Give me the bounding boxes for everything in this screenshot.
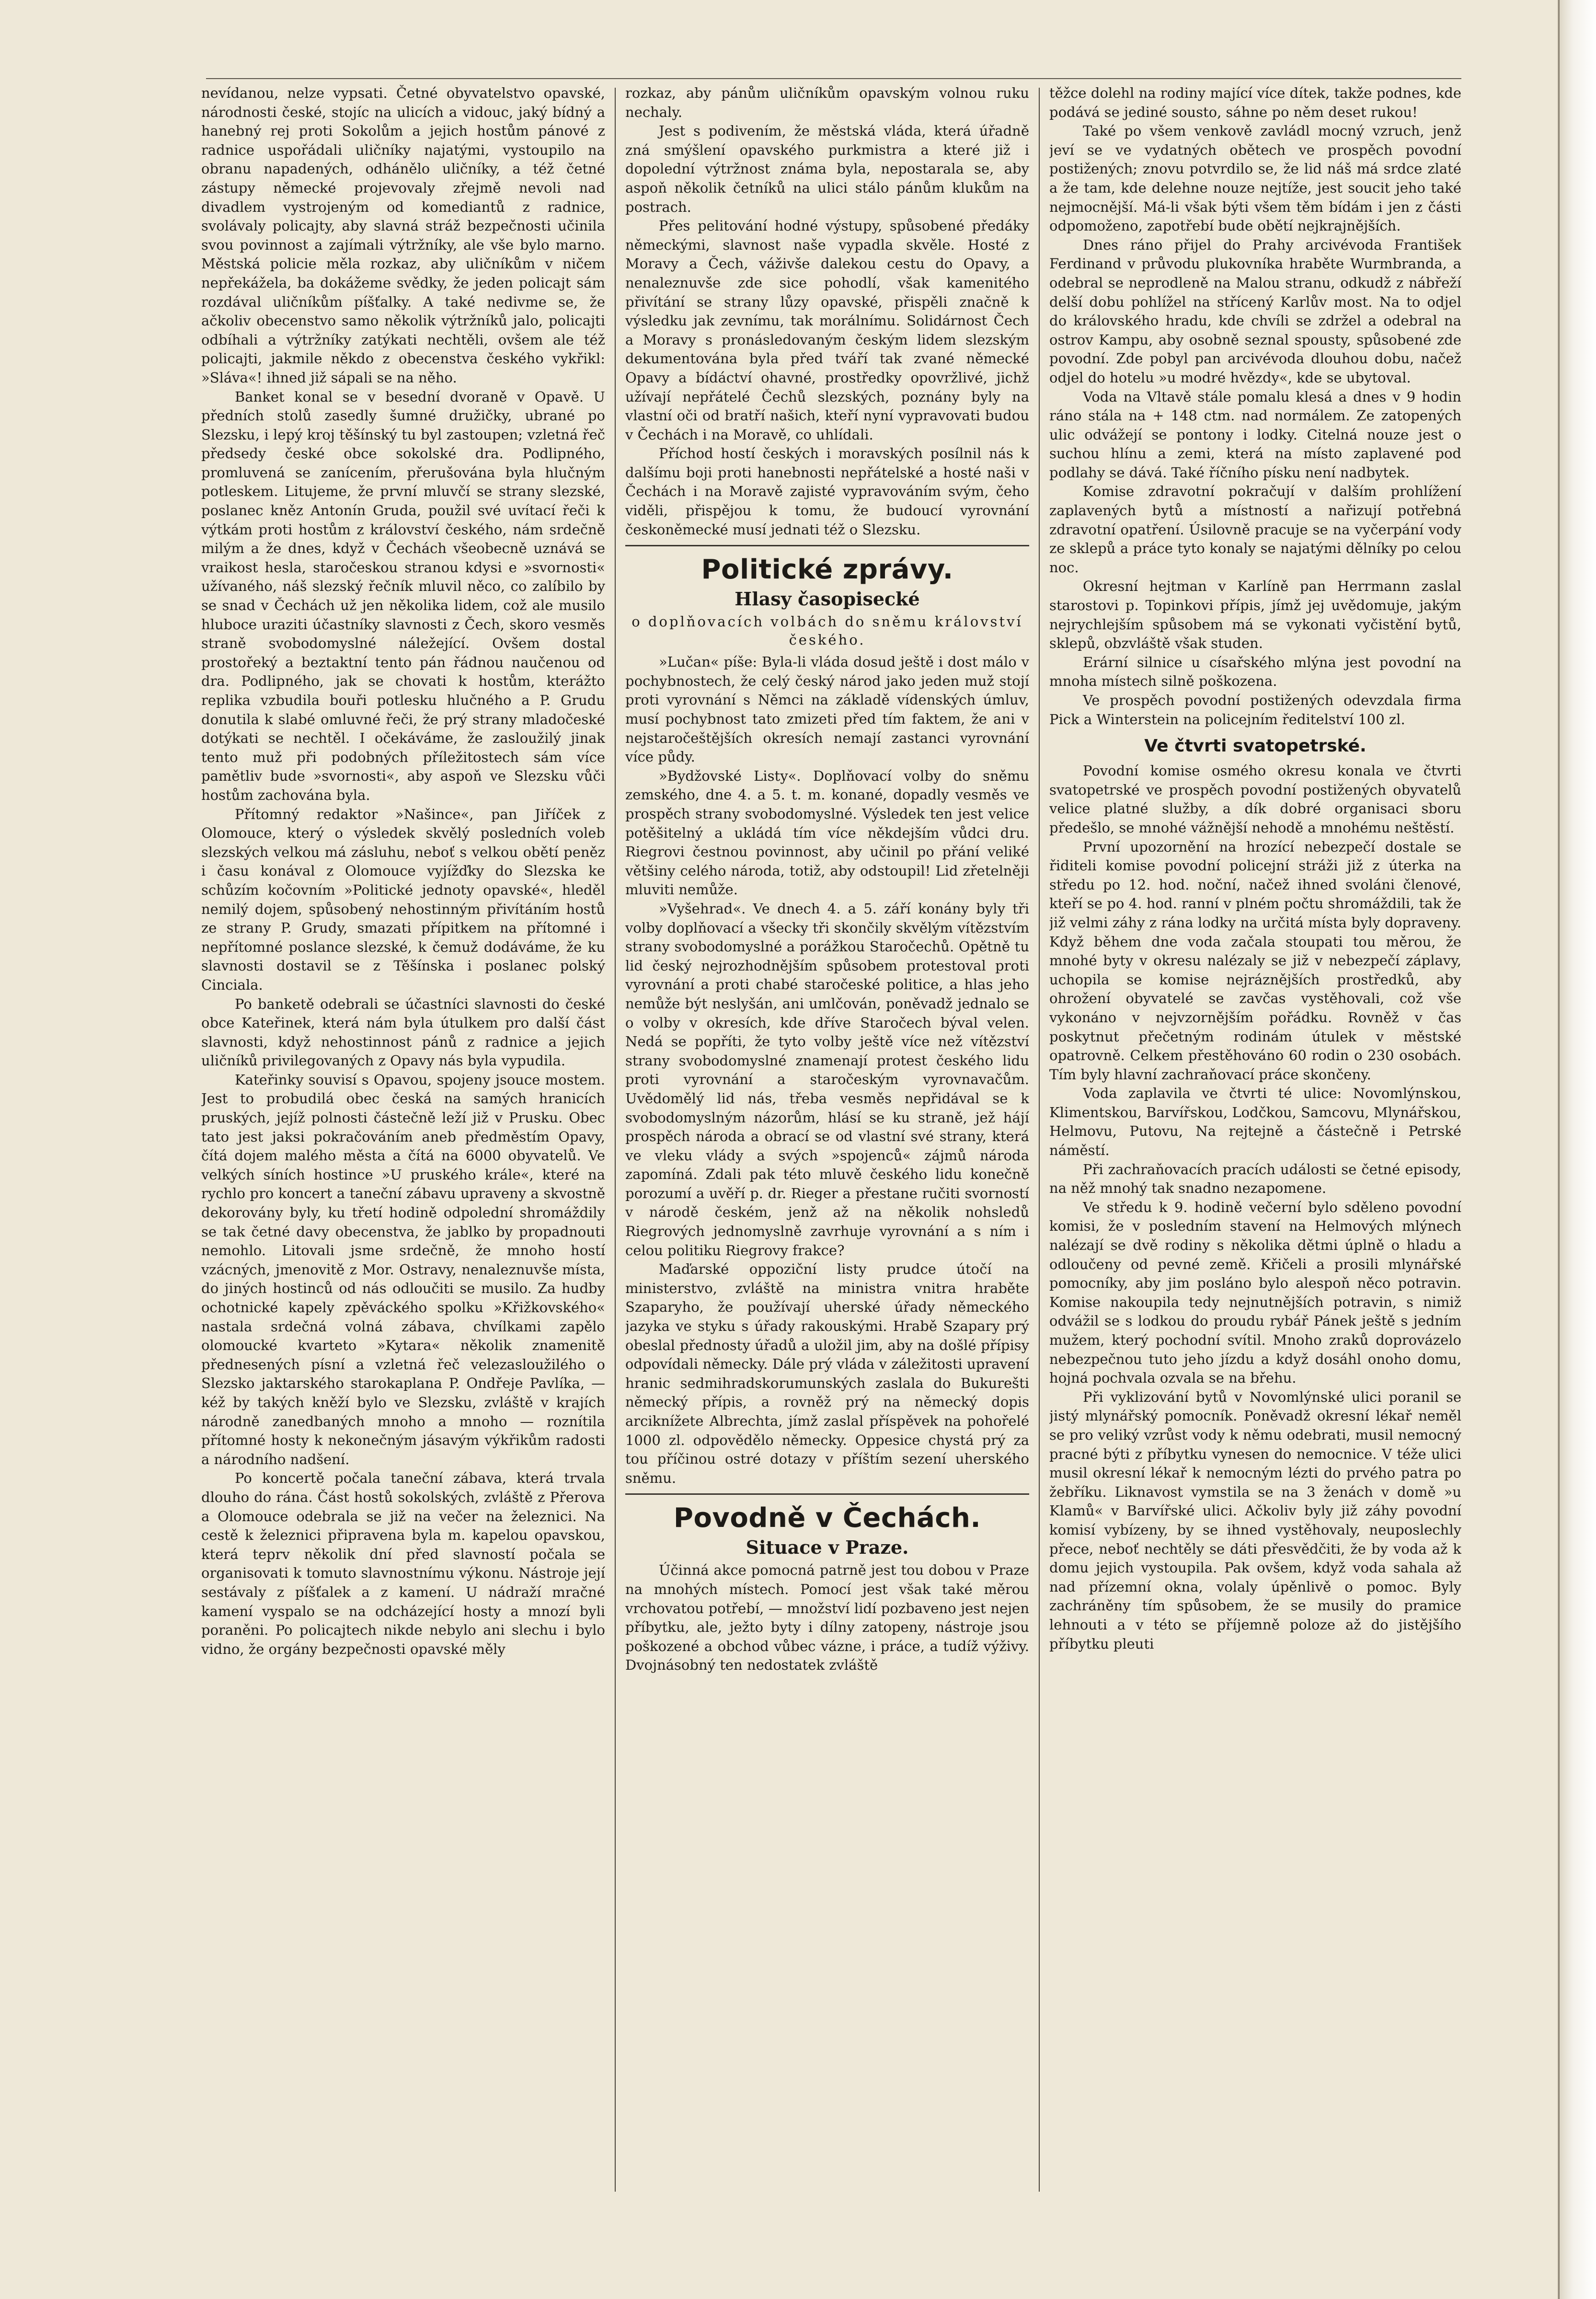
paragraph: nevídanou, nelze vypsati. Četné obyvatelstvo opavské, národnosti české, stojíc na ulicích a vidouc, jaký bídný a hanebný rej proti Sokolům a jejich hostům pánové z radnice uspořádali uličníky najatými, vystoupilo na obranu napadených, odhánělo uličníky, a též četné zástupy německé projevovaly zřejmě nevoli nad divadlem vystrojeným od komediantů z radnice, svolávaly policajty, aby slavná stráž bezpečnosti učinila svou povinnost a zajímali výtržníky, ale vše bylo marno. Městská policie měla rozkaz, aby uličníkům v ničem nepřekážela, ba dokážeme svědky, že jeden policajt sám rozdával uličníkům píšťalky. A také nedivme se, že ačkoliv obecenstvo samo několik výtržníků jalo, policajti odbíhali a výtržníky zatýkati nechtěli, ovšem ale též policajti, jakmile někdo z obecenstva českého vykřikl: »Sláva«! ihned již sápali se na něho. <box>201 85 605 386</box>
paragraph: Kateřinky souvisí s Opavou, spojeny jsouce mostem. Jest to probudilá obec česká na samých hranicích pruských, jejíž polnosti částečně leží již v Prusku. Obec tato jest jaksi pokračováním aneb předměstím Opavy, čítá dojem malého města a čítá na 6000 obyvatelů. Ve velkých síních hostince »U pruského krále«, které na rychlo pro koncert a taneční zábavu upraveny a skvostně dekorovány byly, ku třetí hodině odpolední shromáždily se tak četné davy obecenstva, že jablko by propadnouti nemohlo. Litovali jsme srdečně, že mnoho hostí vzácných, jmenovitě z Mor. Ostravy, nenaleznuvše místa, do jiných hostinců od nás odloučiti se musilo. Za hudby ochotnické kapely zpěváckého spolku »Křižkovského« nastala srdečná volná zábava, chvílkami zapělo olomoucké kvarteto »Kytara« několik znamenitě přednesených písní a vzletná řeč velezasloužilého o Slezsko jaktarského starokaplana P. Ondřeje Pavlíka, — kéž by takých kněží bylo ve Slezsku, zvláště v krajích národně zanedbaných mnoho a mnoho — roznítila přítomné hosty k nekonečným jásavým výkřikům radosti a národního nadšení. <box>201 1071 605 1467</box>
page-edge-line <box>1558 0 1560 2299</box>
section-title-politics: Politické zprávy. <box>701 554 953 586</box>
paragraph: Ve prospěch povodní postižených odevzdala firma Pick a Winterstein na policejním ředitelství 100 zl. <box>1049 692 1461 728</box>
paragraph: Erární silnice u císařského mlýna jest povodní na mnoha místech silně poškozena. <box>1049 654 1461 690</box>
section-subtitle-detail: o doplňovacích volbách do sněmu království českého. <box>632 613 1023 648</box>
paragraph: Také po všem venkově zavládl mocný vzruch, jenž jeví se ve vydatných obětech ve prospěch povodní postižených; znovu potvrdilo se, že lid náš má srdce zlaté a že tam, kde delehne nouze nejtíže, jest soucit jeho také nejmocnější. Má-li však býti všem těm bídám i jen z části odpomoženo, zapotřebí bude obětí nejkrajnějších. <box>1049 123 1461 234</box>
paragraph: Povodní komise osmého okresu konala ve čtvrti svatopetrské ve prospěch povodní postižených obyvatelů velice platné služby, a dík dobré organisaci sboru předešlo, se mnohé vážnější nehodě a mnohému neštěstí. <box>1049 762 1461 836</box>
paragraph: Při zachraňovacích pracích události se četné episody, na něž mnohý tak snadno nezapomene. <box>1049 1161 1461 1197</box>
column-divider <box>615 88 616 2192</box>
column-1 <box>201 84 605 2202</box>
top-rule <box>206 78 1461 79</box>
paragraph: Voda zaplavila ve čtvrti té ulice: Novomlýnskou, Klimentskou, Barvířskou, Lodčkou, Samcovu, Mlynářskou, Helmovu, Putovu, Na rejtejně a částečně i Petrské náměstí. <box>1049 1085 1461 1159</box>
paragraph: Maďarské oppoziční listy prudce útočí na ministerstvo, zvláště na ministra vnitra hraběte Szaparyho, že používají uherské úřady německého jazyka ve styku s úřady rakouskými. Hrabě Szapary prý obeslal přednosty úřadů a uložil jim, aby na došlé přípisy odpovídali německy. Dále prý vláda v záležitosti upravení hranic sedmihradskorumunských zaslala do Bukurešti německý přípis, a rovněž prý na německý dopis arciknížete Albrechta, jímž zaslal příspěvek na pohořelé 1000 zl. odpovědělo německy. Oppesice chystá prý za tou příčinou ostré dotazy v příštím sezení uherského sněmu. <box>625 1261 1029 1486</box>
paragraph: »Bydžovské Listy«. Doplňovací volby do sněmu zemského, dne 4. a 5. t. m. konané, dopadly vesměs ve prospěch strany svobodomyslné. Výsledek ten jest velice potěšitelný a ukládá tím více někdejším vůdci dru. Riegrovi čestnou povinnost, aby učinil po přání veliké většiny celého národa, totiž, aby odstoupil! Lid zřetelněji mluviti nemůže. <box>625 767 1029 898</box>
section-title-floods: Povodně v Čechách. <box>673 1502 981 1534</box>
paragraph: Účinná akce pomocná patrně jest tou dobou v Praze na mnohých místech. Pomocí jest však také měrou vrchovatou potřebí, — množství lidí pozbaveno jest nejen příbytku, ale, ježto byty i dílny zatopeny, nástroje jsou poškozené a obchod vůbec vázne, i práce, a tudíž výživy. Dvojnásobný ten nedostatek zvláště <box>625 1562 1029 1674</box>
paragraph: Po banketě odebrali se účastníci slavnosti do české obce Kateřinek, která nám byla útulkem pro další část slavnosti, když nehostinnost pánů z radnice a jejich uličníků privilegovaných z Opavy nás byla vypudila. <box>201 995 605 1069</box>
paragraph: »Vyšehrad«. Ve dnech 4. a 5. září konány byly tři volby doplňovací a všecky tři skončily skvělým vítězstvím strany svobodomyslné a porážkou Staročechů. Opětně tu lid český nejrozhodnějším spůsobem protestoval proti vyrovnání a proti chabé staročeské politice, a hlas jeho nemůže být neslyšán, ani umlčován, poněvadž jednalo se o volby v okresích, kde dříve Staročech býval velen. Nedá se popříti, že tyto volby ještě více než vítězství strany svobodomyslné znamenají protest českého lidu proti vyrovnání a staročeským vyrovnavačům. Uvědomělý lid nás, třeba vesměs nepřidával se k svobodomyslným názorům, hlásí se ku straně, jež hájí prospěch národa a obrací se od vlastní své strany, která ve vleku vlády a svých »spojenců« zájmů národa zapomíná. Zdali pak této mluvě českého lidu konečně porozumí a uvěří p. dr. Rieger a přestane ručiti svorností v národě českém, jenž až na několik nohsledů Riegrových jednomyslně zavrhuje vyrovnání a s ním i celou politiku Riegrovy frakce? <box>625 900 1029 1259</box>
paragraph: První upozornění na hrozící nebezpečí dostale se řiditeli komise povodní policejní stráži již z úterka na středu po 12. hod. noční, načež ihned svoláni členové, kteří se po 4. hod. ranní v plném počtu shromáždili, tak že již velmi záhy z rána lodky na určitá místa byly dopraveny. Když během dne voda začala stoupati tou měrou, že mnohé byty v okresu nalézaly se již v nebezpečí záplavy, uchopila se komise nejráznějších prostředků, aby ohrožení obyvatelé se zavčas vystěhovali, což vše vykonáno v nejvzornějším pořádku. Rovněž v čas poskytnut přečetným rodinám útulek v městské opatrovně. Celkem přestěhováno 60 rodin o 230 osobách. Tím byly hlavní zachraňovací práce skončeny. <box>1049 838 1461 1083</box>
section-title-svatopetrska: Ve čtvrti svatopetrské. <box>1144 736 1366 756</box>
paragraph: Ve středu k 9. hodině večerní bylo sděleno povodní komisi, že v posledním stavení na Helmových mlýnech nalézají se dvě rodiny s několika dětmi úplně o hladu a odloučeny od pevné země. Křičeli a prosili mlynářské pomocníky, aby jim posláno bylo alespoň něco potravin. Komise nakoupila tedy nejnutnějších potravin, s nimiž odvážil se s lodkou do proudu rybář Pánek ještě s jedním mužem, který pochodní svítil. Mnoho zraků doprovázelo nebezpečnou tuto jeho jízdu a když dosáhl onoho domu, hojná pochvala ozvala se na břehu. <box>1049 1199 1461 1386</box>
column-3 <box>1049 84 1461 2202</box>
paragraph: Po koncertě počala taneční zábava, která trvala dlouho do rána. Část hostů sokolských, zvláště z Přerova a Olomouce odebrala se již na večer na železnici. Na cestě k železnici připravena byla m. kapelou opavskou, která teprv několik dní před slavností počala se organisovati k tomuto slavnostnímu výkonu. Nástroje její sestávaly z píšťalek a z kamení. U nádraží mračné kamení vyspalo se na odcházející hosty a mnozí byli poraněni. Po policajtech nikde nebylo ani slechu i bylo vidno, že orgány bezpečnosti opavské měly <box>201 1470 605 1657</box>
paragraph: Přes pelitování hodné výstupy, spůsobené předáky německými, slavnost naše vypadla skvěle. Hosté z Moravy a Čech, váživše dalekou cestu do Opavy, a nenaleznuvše zde sice pohodlí, však kamenitého přivítání se strany lůzy opavské, přispěli značně k výsledku jak zevnímu, tak morálnímu. Solidárnost Čech a Moravy s pronásledovaným českým lidem slezským dekumentována byla před tváří tak zvané německé Opavy a bídáctví ohavné, prostředky opovržlivé, jichž užívají nepřátelé Čechů slezských, poznány byly na vlastní oči od bratří našich, kteří nyní vypravovati budou v Čechách i na Moravě, co uhlídali. <box>625 218 1029 443</box>
section-subtitle: Situace v Praze. <box>746 1537 909 1559</box>
column-2 <box>625 84 1029 2202</box>
paragraph: Komise zdravotní pokračují v dalším prohlížení zaplavených bytů a místností a nařizují potřebná zdravotní opatření. Úsilovně pracuje se na vyčerpání vody ze sklepů a práce tyto konaly se najatými dělníky po celou noc. <box>1049 483 1461 576</box>
paragraph: Jest s podivením, že městská vláda, která úřadně zná smýšlení opavského purkmistra a které již i dopolední výtržnost známa byla, nepostarala se, aby aspoň několik četníků na ulici stálo pánům klukům na postrach. <box>625 123 1029 215</box>
paragraph: Příchod hostí českých i moravských posílnil nás k dalšímu boji proti hanebnosti nepřátelské a hosté naši v Čechách i na Moravě zajisté vypravováním svým, čeho viděli, přispějou k tomu, že budoucí vyrovnání českoněmecké musí jednati též o Slezsku. <box>625 445 1029 538</box>
page-edge <box>1557 0 1596 2299</box>
section-rule <box>625 545 1029 546</box>
paragraph: Dnes ráno přijel do Prahy arcivévoda František Ferdinand v průvodu plukovníka hraběte Wurmbranda, a odebral se neprodleně na Malou stranu, odkudž z nábřeží delší dobu pohlížel na střícený Karlův most. Na to odjel do královského hradu, kde chvíli se zdržel a odebral na ostrov Kampu, aby osobně seznal spousty, spůsobené zde povodní. Zde pobyl pan arcivévoda dlouhou dobu, načež odjel do hotelu »u modré hvězdy«, kde se ubytoval. <box>1049 236 1461 386</box>
paragraph: rozkaz, aby pánům uličníkům opavským volnou ruku nechaly. <box>625 85 1029 120</box>
paragraph: těžce dolehl na rodiny mající více dítek, takže podnes, kde podává se jediné sousto, sáhne po něm deset rukou! <box>1049 85 1461 120</box>
section-subtitle: Hlasy časopisecké <box>735 588 920 610</box>
paragraph: Přítomný redaktor »Našince«, pan Jiříček z Olomouce, který o výsledek skvělý posledních voleb slezských velkou má zásluhu, neboť s velkou obětí peněz i času konával z Olomouce vyjížďky do Slezska ke schůzím kočovním »Politické jednoty opavské«, hleděl nemilý dojem, spůsobený nehostinným přivítáním hostů ze strany P. Grudy, smazati přípitkem na přítomné i nepřítomné poslance slezské, k čemuž dodáváme, že ku slavnosti dostavil se z Těšínska i poslanec polský Cinciala. <box>201 806 605 993</box>
paragraph: »Lučan« píše: Byla-li vláda dosud ještě i dost málo v pochybnostech, že celý český národ jako jeden muž stojí proti vyrovnání s Němci na základě vídenských úmluv, musí pochybnost tato zmizeti před tím faktem, že ani v nejstaročeštějších okresích nemají zastanci vyrovnání více půdy. <box>625 654 1029 765</box>
column-divider <box>1039 88 1040 2192</box>
paragraph: Okresní hejtman v Karlíně pan Herrmann zaslal starostovi p. Topinkovi přípis, jímž jej uvědomuje, jakým nejrychlejším spůsobem má se vykonati vyčistění bytů, sklepů, obzvláště však studen. <box>1049 578 1461 652</box>
section-rule <box>625 1493 1029 1495</box>
newspaper-page <box>201 84 1461 2202</box>
paragraph: Při vyklizování bytů v Novomlýnské ulici poranil se jistý mlynářský pomocník. Poněvadž okresní lékař neměl se pro veliký vzrůst vody k němu odebrati, musil nemocný pracné býti z příbytku vynesen do nemocnice. V téže ulici musil okresní lékař k nemocným lézti do prvého patra po žebříku. Liknavost vymstila se na 3 ženách v domě »u Klamů« v Barvířské ulici. Ačkoliv byly již záhy povodní komisí vybízeny, by se ihned vystěhovaly, neuposlechly přece, neboť nechtěly se dáti přesvědčiti, že by voda až k domu jejich vystoupila. Pak ovšem, když voda sahala až nad přízemní okna, volaly úpěnlivě o pomoc. Byly zachráněny tím spůsobem, že se musily do pramice lehnouti a v této se příjemně poloze až do jistějšího příbytku pleuti <box>1049 1388 1461 1652</box>
paragraph: Banket konal se v besední dvoraně v Opavě. U předních stolů zasedly šumné družičky, ubrané po Slezsku, i lepý kroj těšínský tu byl zastoupen; vzletná řeč předsedy české obce sokolské dra. Podlipného, promluvená se zanícením, přerušována byla hlučným potleskem. Litujeme, že první mluvčí se strany slezské, poslanec kněz Antonín Gruda, použil své uvítací řeči k výtkám proti hostům z království českého, nám srdečně milým a že dnes, když v Čechách všeobecně uznává se vraikost hesla, staročeskou stranou kdysi e »svornosti« užívaného, náš slezský řečník mluvil něco, co zalíbilo by se snad v Čechách už jen několika lidem, což ale musilo hluboce uraziti účastníky slavnosti z Čech, skoro vesměs straně svobodomyslné náležející. Ovšem dostal prostořeký a beztaktní tento pán řádnou naučenou od dra. Podlipného, jak se chovati k hostům, kterážto replika vzbudila bouři potlesku hlučného a P. Grudu donutila k slabé omluvné řeči, že prý strany mladočeské dotýkati se nechtěl. I očekáváme, že zasloužilý jinak tento muž při podobných příležitostech sám více pamětliv bude »svornosti«, aby aspoň ve Slezsku vůči hostům zachována byla. <box>201 388 605 803</box>
paragraph: Voda na Vltavě stále pomalu klesá a dnes v 9 hodin ráno stála na + 148 ctm. nad normálem. Ze zatopených ulic odvážejí se pontony i lodky. Citelná nouze jest o suchou hlínu a zemi, která na místo zaplavené pod podlahy se dává. Také říčního písku není nadbytek. <box>1049 388 1461 481</box>
